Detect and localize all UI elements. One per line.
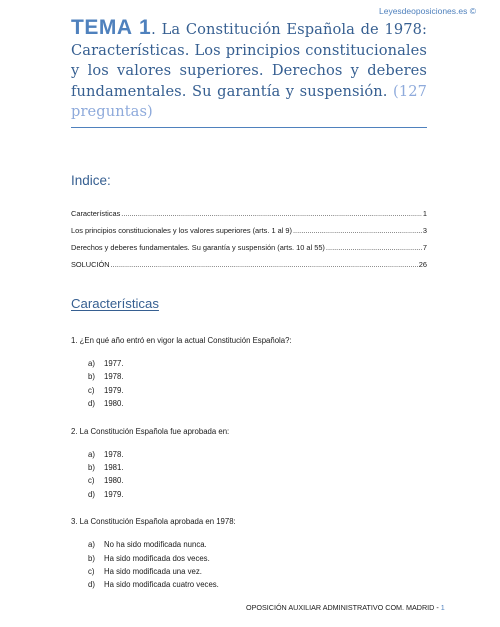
option-text: 1977. <box>104 359 124 368</box>
answer-option <box>88 397 431 410</box>
answer-option <box>88 370 431 383</box>
toc-entry[interactable] <box>71 260 427 277</box>
answer-options <box>88 448 431 502</box>
question-block <box>71 336 431 411</box>
answer-option <box>88 474 431 487</box>
option-letter: a) <box>88 449 95 459</box>
toc-entry-label: Los principios constitucionales y los valores superiores (arts. 1 al 9) <box>71 226 292 235</box>
option-text: 1979. <box>104 385 124 395</box>
toc-entry-page: 26 <box>418 260 427 269</box>
toc-entry-label: Características <box>71 209 121 218</box>
answer-option <box>88 384 431 397</box>
toc-entry[interactable] <box>71 209 427 226</box>
toc-entry[interactable] <box>71 226 427 243</box>
option-letter: d) <box>88 489 95 499</box>
table-of-contents <box>71 209 427 277</box>
option-text: 1979. <box>104 489 124 499</box>
question-count: (127 preguntas) <box>71 82 427 120</box>
option-letter: c) <box>88 385 95 395</box>
toc-entry-label: Derechos y deberes fundamentales. Su garantía y suspensión (arts. 10 al 55) <box>71 243 325 252</box>
option-letter: c) <box>88 567 95 577</box>
answer-options <box>88 357 431 411</box>
index-heading: Indice: <box>71 173 111 188</box>
toc-entry-page: 3 <box>422 226 427 235</box>
question-text: 3. La Constitución Española aprobada en 1978: <box>71 517 236 527</box>
option-text: No ha sido modificada nunca. <box>104 540 207 550</box>
toc-entry[interactable] <box>71 243 427 260</box>
answer-options <box>88 538 431 592</box>
answer-option <box>88 488 431 501</box>
footer-text: OPOSICIÓN AUXILIAR ADMINISTRATIVO COM. MADRID - <box>246 603 441 612</box>
answer-option <box>88 538 431 551</box>
answer-option <box>88 565 431 578</box>
toc-entry-label: SOLUCIÓN <box>71 260 110 269</box>
question-text: 1. ¿En qué año entró en vigor la actual Constitución Española?: <box>71 336 292 345</box>
answer-option <box>88 448 431 461</box>
toc-entry-page: 7 <box>422 243 427 252</box>
option-letter: d) <box>88 399 95 409</box>
option-text: 1978. <box>104 372 124 382</box>
option-text: Ha sido modificada cuatro veces. <box>104 580 219 590</box>
option-letter: b) <box>88 553 95 563</box>
option-letter: a) <box>88 540 95 550</box>
option-letter: d) <box>88 580 95 590</box>
title-block <box>71 18 427 128</box>
toc-leader <box>293 226 422 235</box>
option-letter: b) <box>88 372 95 382</box>
page-footer <box>246 603 445 612</box>
question-list <box>71 336 431 608</box>
toc-leader <box>326 243 422 252</box>
option-text: Ha sido modificada dos veces. <box>104 553 210 563</box>
answer-option <box>88 552 431 565</box>
option-text: 1980. <box>104 399 124 409</box>
option-letter: b) <box>88 463 95 473</box>
footer-page-number: 1 <box>440 603 445 612</box>
option-text: Ha sido modificada una vez. <box>104 567 202 577</box>
answer-option <box>88 578 431 591</box>
title-text: . La Constitución Española de 1978: Características. Los principios constitucionales y los valores superiores. Derechos y deberes fundamentales. Su garantía y suspensión. <box>71 21 427 100</box>
question-block <box>71 517 431 592</box>
answer-option <box>88 357 431 370</box>
question-block <box>71 427 431 502</box>
document-title <box>71 18 427 123</box>
toc-leader <box>111 260 418 269</box>
answer-option <box>88 461 431 474</box>
watermark: Leyesdeoposiciones.es © <box>379 6 476 16</box>
question-text: 2. La Constitución Española fue aprobada en: <box>71 426 230 436</box>
option-text: 1981. <box>104 463 124 473</box>
toc-entry-page: 1 <box>422 209 427 218</box>
tema-label: TEMA 1 <box>71 16 152 39</box>
section-heading: Características <box>71 296 159 311</box>
option-letter: c) <box>88 476 95 486</box>
option-text: 1978. <box>104 449 124 459</box>
option-text: 1980. <box>104 476 124 486</box>
option-letter: a) <box>88 359 95 368</box>
toc-leader <box>121 209 422 218</box>
